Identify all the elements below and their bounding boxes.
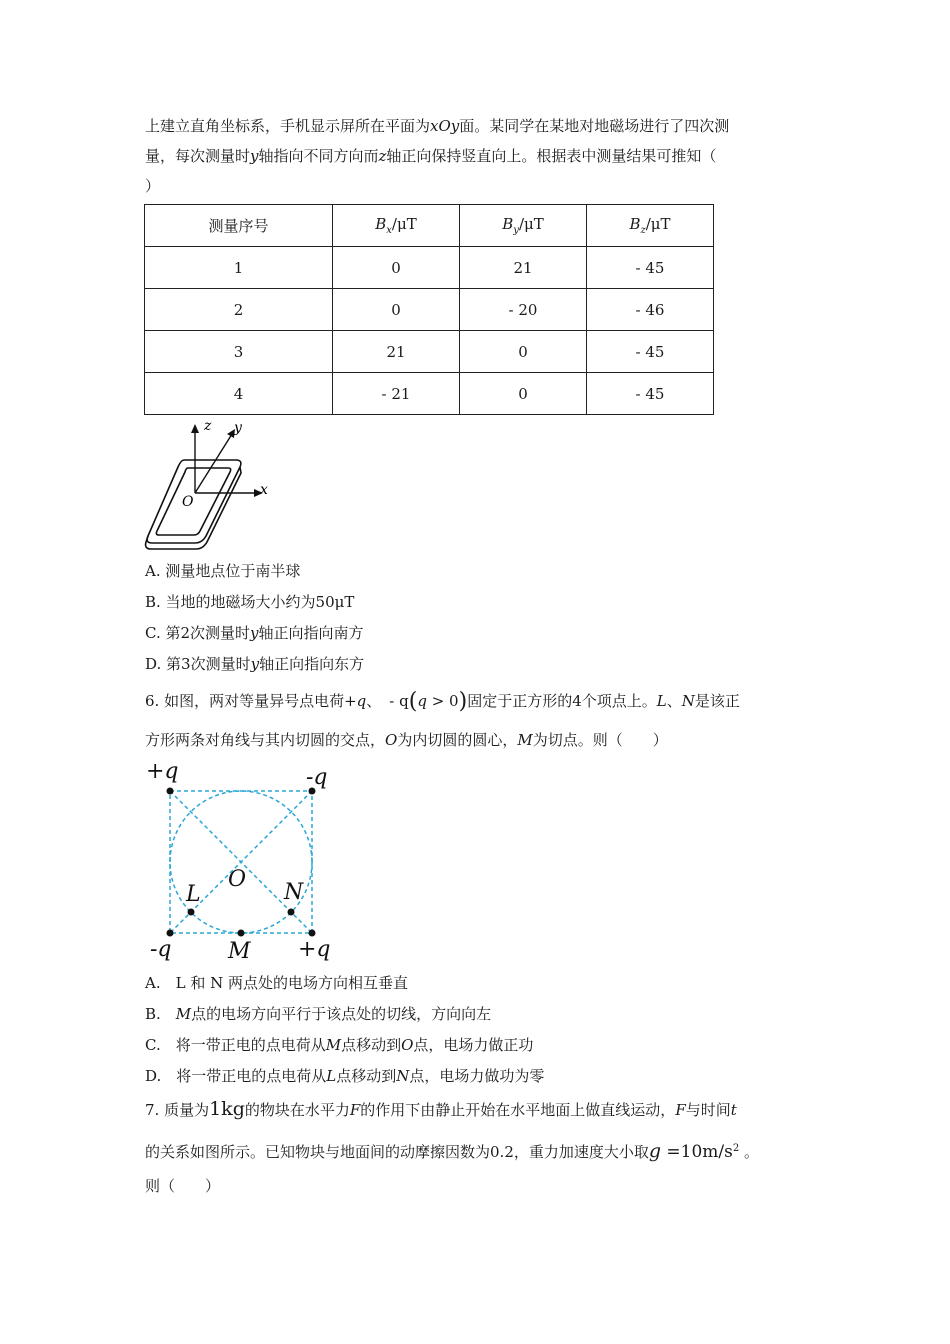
math-var: N xyxy=(396,1067,410,1085)
header-unit: /μT xyxy=(518,215,544,233)
charge-point xyxy=(167,788,174,795)
option-text: 点，电场力做功为零 xyxy=(409,1067,545,1085)
phone-axes-figure xyxy=(140,418,280,553)
option-text: 轴正向指向南方 xyxy=(258,624,364,642)
table-row xyxy=(145,247,714,289)
q6-option-a[interactable] xyxy=(145,973,408,993)
text: 6. 如图，两对等量异号点电荷 xyxy=(145,692,345,710)
origin-label: O xyxy=(182,494,194,510)
y-axis xyxy=(195,434,232,493)
option-text: D. 第3次测量时 xyxy=(145,655,251,673)
label-m: M xyxy=(228,939,251,964)
charge-label-bottom-left: -q xyxy=(150,937,172,962)
table-cell: - 20 xyxy=(460,289,587,331)
text: 的物块在水平力 xyxy=(244,1101,350,1119)
table-cell: - 45 xyxy=(587,331,714,373)
math-var: xOy xyxy=(430,117,460,135)
table-header xyxy=(587,205,714,247)
q6-option-c[interactable] xyxy=(145,1035,533,1055)
math-text: > 0 xyxy=(426,692,459,710)
table-cell: - 46 xyxy=(587,289,714,331)
table-header xyxy=(460,205,587,247)
charges-square-figure xyxy=(138,758,338,968)
charge-point xyxy=(167,930,174,937)
header-sub: y xyxy=(513,225,519,236)
table-header-row xyxy=(145,205,714,247)
z-label: z xyxy=(204,418,212,434)
point-l xyxy=(188,909,195,916)
math-var: y xyxy=(250,624,259,642)
option-text: A. 测量地点位于南半球 xyxy=(145,562,301,580)
math-var: L xyxy=(326,1067,337,1085)
q7-line-3 xyxy=(145,1176,220,1196)
point-n xyxy=(288,909,295,916)
label-l: L xyxy=(186,882,201,907)
math-sup: 2 xyxy=(732,1143,740,1154)
charge-point xyxy=(309,930,316,937)
math-var: L xyxy=(656,692,667,710)
math-var: y xyxy=(250,655,260,673)
math-var: z xyxy=(378,147,387,165)
paren: ) xyxy=(458,689,468,714)
phone-screen xyxy=(156,468,230,535)
charge-label-top-left: +q xyxy=(146,759,179,784)
table-cell: 4 xyxy=(145,373,333,415)
q5-option-b[interactable] xyxy=(145,592,354,612)
q5-line-3 xyxy=(145,176,160,196)
text: 的关系如图所示。已知物块与地面间的动摩擦因数为0.2，重力加速度大小取 xyxy=(145,1143,649,1161)
table-row xyxy=(145,373,714,415)
table-header xyxy=(333,205,460,247)
text: ） xyxy=(145,177,161,195)
charge-label-top-right: -q xyxy=(306,765,328,790)
math-var: F xyxy=(675,1101,686,1119)
header-sub: x xyxy=(386,225,392,236)
table-header xyxy=(145,205,333,247)
table-cell: 0 xyxy=(460,373,587,415)
text: 、 xyxy=(366,692,382,710)
q5-option-c[interactable] xyxy=(145,623,364,643)
point-m xyxy=(238,930,245,937)
table-cell: 0 xyxy=(333,289,460,331)
text: 是该正 xyxy=(694,692,740,710)
z-arrow-icon xyxy=(191,424,199,433)
q5-option-a[interactable] xyxy=(145,561,300,581)
header-unit: /μT xyxy=(391,215,417,233)
math-text: 1kg xyxy=(209,1098,245,1120)
option-text: B. xyxy=(145,1005,176,1023)
math-var: N xyxy=(681,692,695,710)
q6-line-2 xyxy=(145,730,668,750)
option-text: C. 将一带正电的点电荷从 xyxy=(145,1036,326,1054)
option-text: B. 当地的地磁场大小约为50μT xyxy=(145,593,355,611)
text: 。 xyxy=(739,1143,760,1161)
y-label: y xyxy=(234,420,242,436)
text: 面。某同学在某地对地磁场进行了四次测 xyxy=(459,117,730,135)
text: 为切点。则（ ） xyxy=(532,731,668,749)
math-var: M xyxy=(175,1005,192,1023)
text: 的作用下由静止开始在水平地面上做直线运动， xyxy=(360,1101,676,1119)
text: 量，每次测量时 xyxy=(145,147,251,165)
text: 轴指向不同方向而 xyxy=(258,147,379,165)
header-var: B xyxy=(502,215,514,233)
header-var: B xyxy=(629,215,641,233)
table-cell: - 21 xyxy=(333,373,460,415)
math-var: g xyxy=(648,1140,662,1162)
math-var: M xyxy=(325,1036,342,1054)
table-cell: 1 xyxy=(145,247,333,289)
option-text: A. L 和 N 两点处的电场方向相互垂直 xyxy=(145,974,408,992)
text: 、 xyxy=(666,692,682,710)
header-sub: z xyxy=(640,225,646,236)
option-text: D. 将一带正电的点电荷从 xyxy=(145,1067,327,1085)
option-text: 点移动到 xyxy=(336,1067,397,1085)
math-var: M xyxy=(517,731,533,749)
text: 7. 质量为 xyxy=(145,1101,210,1119)
q5-line-2 xyxy=(145,146,716,166)
q7-line-2 xyxy=(145,1139,759,1162)
table-cell: - 45 xyxy=(587,247,714,289)
q6-option-b[interactable] xyxy=(145,1004,491,1024)
math-var: t xyxy=(730,1101,737,1119)
table-cell: 3 xyxy=(145,331,333,373)
q6-option-d[interactable] xyxy=(145,1066,544,1086)
table-row xyxy=(145,331,714,373)
text: 方形两条对角线与其内切圆的交点， xyxy=(145,731,386,749)
math-text: =10m/s xyxy=(661,1142,733,1162)
table-cell: 0 xyxy=(460,331,587,373)
text: 则（ ） xyxy=(145,1177,221,1195)
header-unit: /μT xyxy=(645,215,671,233)
text: 为内切圆的圆心， xyxy=(397,731,518,749)
math-var: F xyxy=(349,1101,361,1119)
option-text: 点，电场力做正功 xyxy=(413,1036,534,1054)
q5-line-1 xyxy=(145,116,729,136)
table-cell: - 45 xyxy=(587,373,714,415)
text: 与时间 xyxy=(685,1101,731,1119)
q6-line-1 xyxy=(145,691,740,712)
option-text: 点移动到 xyxy=(341,1036,402,1054)
math-var: y xyxy=(250,147,259,165)
table-cell: 0 xyxy=(333,247,460,289)
table-cell: 2 xyxy=(145,289,333,331)
table-cell: 21 xyxy=(460,247,587,289)
text: 固定于正方形的4个项点上。 xyxy=(467,692,657,710)
option-text: C. 第2次测量时 xyxy=(145,624,251,642)
paren: ( xyxy=(408,689,418,714)
math-var: O xyxy=(385,731,398,749)
label-n: N xyxy=(284,880,304,905)
header-text: 测量序号 xyxy=(208,217,269,235)
math-var: q xyxy=(417,692,427,710)
math-var: - q xyxy=(389,692,409,710)
math-var: O xyxy=(401,1036,414,1054)
q5-option-d[interactable] xyxy=(145,654,364,674)
header-var: B xyxy=(375,215,387,233)
math-var: +q xyxy=(344,692,367,710)
measurement-table xyxy=(144,204,714,415)
x-label: x xyxy=(260,482,268,498)
option-text: 轴正向指向东方 xyxy=(259,655,365,673)
option-text: 点的电场方向平行于该点处的切线，方向向左 xyxy=(191,1005,492,1023)
charge-label-bottom-right: +q xyxy=(298,937,331,962)
q7-line-1 xyxy=(145,1099,737,1120)
table-row xyxy=(145,289,714,331)
text: 上建立直角坐标系，手机显示屏所在平面为 xyxy=(145,117,431,135)
table-cell: 21 xyxy=(333,331,460,373)
text: 轴正向保持竖直向上。根据表中测量结果可推知（ xyxy=(386,147,717,165)
label-o: O xyxy=(228,867,247,892)
